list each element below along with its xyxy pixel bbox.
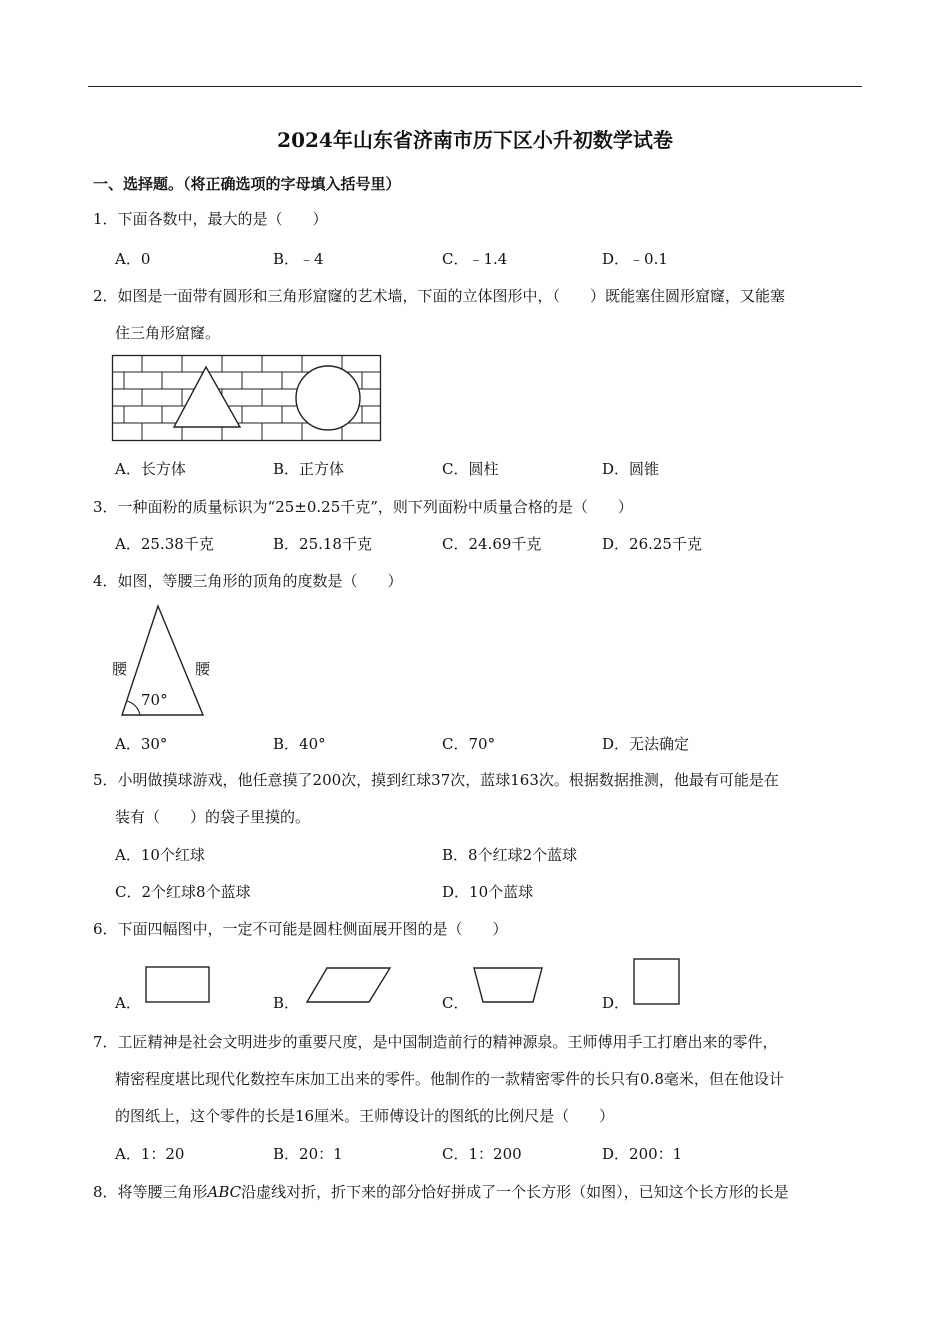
q5-option-c[interactable]: C．2个红球8个蓝球	[115, 883, 251, 901]
q6-option-c[interactable]: C．	[442, 994, 469, 1012]
q7-option-d[interactable]: D．200：1	[602, 1145, 683, 1163]
question-2-stem-line1: 2．如图是一面带有圆形和三角形窟窿的艺术墙，下面的立体图形中，（ ）既能塞住圆形窟窿，又能塞	[93, 287, 786, 305]
q1-option-c[interactable]: C．﹣1.4	[442, 250, 508, 268]
question-7-stem-line2: 精密程度堪比现代化数控车床加工出来的零件。他制作的一款精密零件的长只有0.8毫米，但在他设计	[115, 1070, 784, 1088]
q2-option-d[interactable]: D．圆锥	[602, 460, 660, 478]
section-heading: 一、选择题。（将正确选项的字母填入括号里）	[93, 175, 401, 193]
q6-option-d[interactable]: D．	[602, 994, 630, 1012]
q3-option-a[interactable]: A．25.38千克	[115, 535, 214, 553]
brick-wall-figure	[112, 355, 382, 442]
q7-option-a[interactable]: A．1：20	[115, 1145, 185, 1163]
q8-triangle-name: ABC	[207, 1183, 242, 1201]
q6-option-b[interactable]: B．	[273, 994, 300, 1012]
question-4-stem: 4．如图，等腰三角形的顶角的度数是（ ）	[93, 572, 403, 590]
q4-option-a[interactable]: A．30°	[115, 735, 168, 753]
q6-option-a[interactable]: A．	[115, 994, 141, 1012]
q4-option-d[interactable]: D．无法确定	[602, 735, 690, 753]
header-rule	[88, 86, 862, 87]
q7-option-c[interactable]: C．1：200	[442, 1145, 522, 1163]
leg-label-left: 腰	[112, 660, 128, 678]
question-6-stem: 6．下面四幅图中，一定不可能是圆柱侧面展开图的是（ ）	[93, 920, 508, 938]
question-5-stem-line1: 5．小明做摸球游戏，他任意摸了200次，摸到红球37次，蓝球163次。根据数据推测，他最有可能是在	[93, 771, 779, 789]
q4-option-b[interactable]: B．40°	[273, 735, 326, 753]
q4-option-c[interactable]: C．70°	[442, 735, 496, 753]
square-shape	[633, 958, 681, 1006]
trapezoid-shape	[472, 966, 544, 1004]
q8-stem-prefix: 8．将等腰三角形	[93, 1183, 208, 1201]
question-8-stem	[93, 1181, 789, 1202]
q5-option-b[interactable]: B．8个红球2个蓝球	[442, 846, 578, 864]
circle-hole	[296, 366, 360, 430]
q2-option-a[interactable]: A．长方体	[115, 460, 186, 478]
leg-label-right: 腰	[195, 660, 211, 678]
q3-option-b[interactable]: B．25.18千克	[273, 535, 372, 553]
question-5-stem-line2: 装有（ ）的袋子里摸的。	[115, 808, 311, 826]
q7-option-b[interactable]: B．20：1	[273, 1145, 343, 1163]
question-2-stem-line2: 住三角形窟窿。	[115, 324, 221, 342]
q1-option-d[interactable]: D．﹣0.1	[602, 250, 668, 268]
question-7-stem-line3: 的图纸上，这个零件的长是16厘米。王师傅设计的图纸的比例尺是（ ）	[115, 1107, 615, 1125]
q1-option-a[interactable]: A．0	[115, 250, 151, 268]
q5-option-d[interactable]: D．10个蓝球	[442, 883, 534, 901]
q8-stem-suffix: 沿虚线对折，折下来的部分恰好拼成了一个长方形（如图），已知这个长方形的长是	[241, 1183, 789, 1201]
q2-option-b[interactable]: B．正方体	[273, 460, 345, 478]
question-7-stem-line1: 7．工匠精神是社会文明进步的重要尺度，是中国制造前行的精神源泉。王师傅用手工打磨出来的零件，	[93, 1033, 778, 1051]
angle-label: 70°	[141, 691, 168, 709]
q2-option-c[interactable]: C．圆柱	[442, 460, 499, 478]
q3-option-c[interactable]: C．24.69千克	[442, 535, 542, 553]
q3-option-d[interactable]: D．26.25千克	[602, 535, 702, 553]
question-1-stem: 1．下面各数中，最大的是（ ）	[93, 210, 328, 228]
parallelogram-shape	[305, 966, 393, 1004]
question-3-stem: 3．一种面粉的质量标识为“25±0.25千克”，则下列面粉中质量合格的是（ ）	[93, 498, 633, 516]
q1-option-b[interactable]: B．﹣4	[273, 250, 324, 268]
rectangle-shape	[145, 966, 211, 1004]
q5-option-a[interactable]: A．10个红球	[115, 846, 205, 864]
page-title: 2024年山东省济南市历下区小升初数学试卷	[277, 128, 673, 152]
